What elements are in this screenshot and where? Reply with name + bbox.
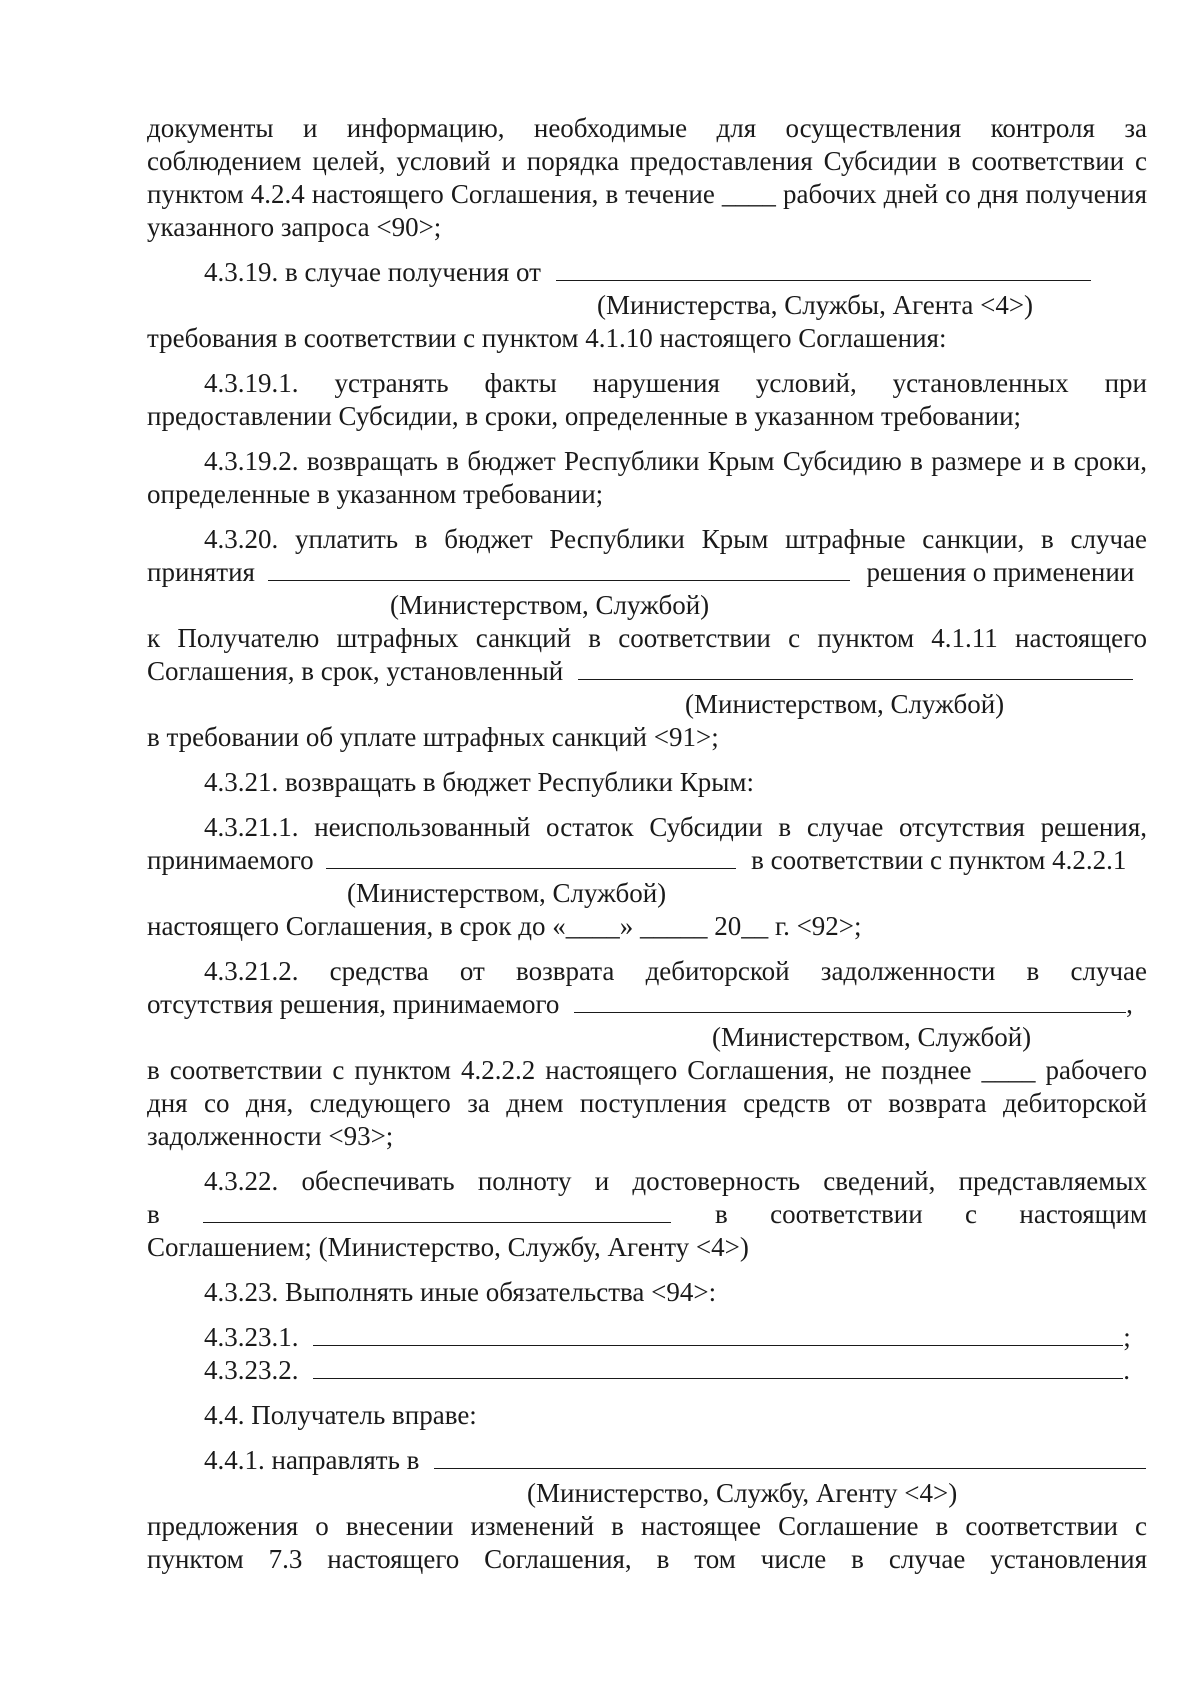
caption-ministry-service-agent: (Министерство, Службу, Агенту <4>)	[527, 1478, 958, 1508]
blank-line	[313, 1354, 1123, 1379]
blank-line	[578, 655, 1133, 680]
paragraph-4-3-23-1: 4.3.23.1. ;	[204, 1322, 1131, 1352]
paragraph-4-3-20-line2: принятия решения о применении	[147, 557, 1135, 587]
paragraph-4-3-19-tail: требования в соответствии с пунктом 4.1.10 настоящего Соглашения:	[147, 323, 947, 353]
paragraph-4-4-1-tail: предложения о внесении изменений в настоящее Соглашение в соответствии с пунктом 7.3 настоящего Соглашения, в том числе в случае установления	[147, 1511, 1147, 1574]
paragraph-4-4-1-head: 4.4.1. направлять в	[204, 1444, 1147, 1477]
paragraph-documents-info: документы и информацию, необходимые для осуществления контроля за соблюдением целей, условий и порядка предоставления Субсидии в соответствии с пунктом 4.2.4 настоящего Соглашения, в течение ____ рабочих дней со дня получения указанного запроса <90>;	[147, 113, 1147, 242]
paragraph-4-3-19-2: 4.3.19.2. возвращать в бюджет Республики Крым Субсидию в размере и в сроки, определенные в указанном требовании;	[147, 446, 1147, 509]
blank-line	[326, 844, 736, 869]
caption-ministry-service: (Министерством, Службой)	[712, 1022, 1032, 1052]
text-4-3-19: 4.3.19. в случае получения от	[204, 257, 541, 287]
paragraph-4-3-22-line2: в в соответствии с настоящим	[147, 1199, 1147, 1229]
paragraph-4-3-22-line1: 4.3.22. обеспечивать полноту и достоверность сведений, представляемых	[204, 1166, 1147, 1196]
caption-ministry-service-agent: (Министерства, Службы, Агента <4>)	[597, 290, 1034, 320]
paragraph-4-3-22-line3: Соглашением; (Министерство, Службу, Агенту <4>)	[147, 1232, 749, 1262]
paragraph-4-3-21-1-tail: настоящего Соглашения, в срок до «____» _____ 20__ г. <92>;	[147, 911, 862, 941]
blank-line	[268, 556, 850, 581]
paragraph-4-3-19-1: 4.3.19.1. устранять факты нарушения условий, установленных при предоставлении Субсидии, в сроки, определенные в указанном требовании;	[147, 368, 1147, 431]
paragraph-4-3-19-head	[204, 256, 1147, 289]
paragraph-4-3-21-2-line2: отсутствия решения, принимаемого ,	[147, 989, 1133, 1019]
paragraph-4-3-21-1-line2: принимаемого в соответствии с пунктом 4.2.2.1	[147, 845, 1127, 875]
caption-ministry-service: (Министерством, Службой)	[390, 590, 710, 620]
blank-line	[203, 1198, 671, 1223]
blank-line	[313, 1321, 1123, 1346]
paragraph-4-3-23-2: 4.3.23.2. .	[204, 1355, 1130, 1385]
blank-line	[574, 988, 1126, 1013]
paragraph-4-3-21-1-line1: 4.3.21.1. неиспользованный остаток Субсидии в случае отсутствия решения,	[204, 812, 1147, 842]
paragraph-4-3-23: 4.3.23. Выполнять иные обязательства <94>:	[204, 1277, 717, 1307]
blank-line	[556, 256, 1091, 281]
paragraph-4-3-20-line1: 4.3.20. уплатить в бюджет Республики Крым штрафные санкции, в случае	[204, 524, 1147, 554]
paragraph-4-3-20-line4: Соглашения, в срок, установленный	[147, 655, 1147, 688]
paragraph-4-4: 4.4. Получатель вправе:	[204, 1400, 477, 1430]
caption-ministry-service: (Министерством, Службой)	[685, 689, 1005, 719]
paragraph-4-3-21-2-tail: в соответствии с пунктом 4.2.2.2 настоящего Соглашения, не позднее ____ рабочего дня со дня, следующего за днем поступления средств от возврата дебиторской задолженности <93>;	[147, 1055, 1147, 1151]
paragraph-4-3-21: 4.3.21. возвращать в бюджет Республики Крым:	[204, 767, 754, 797]
paragraph-4-3-20-tail: в требовании об уплате штрафных санкций <91>;	[147, 722, 719, 752]
paragraph-4-3-20-line3: к Получателю штрафных санкций в соответствии с пунктом 4.1.11 настоящего	[147, 623, 1147, 653]
caption-ministry-service: (Министерством, Службой)	[347, 878, 667, 908]
blank-line	[434, 1444, 1146, 1469]
paragraph-4-3-21-2-line1: 4.3.21.2. средства от возврата дебиторской задолженности в случае	[204, 956, 1147, 986]
